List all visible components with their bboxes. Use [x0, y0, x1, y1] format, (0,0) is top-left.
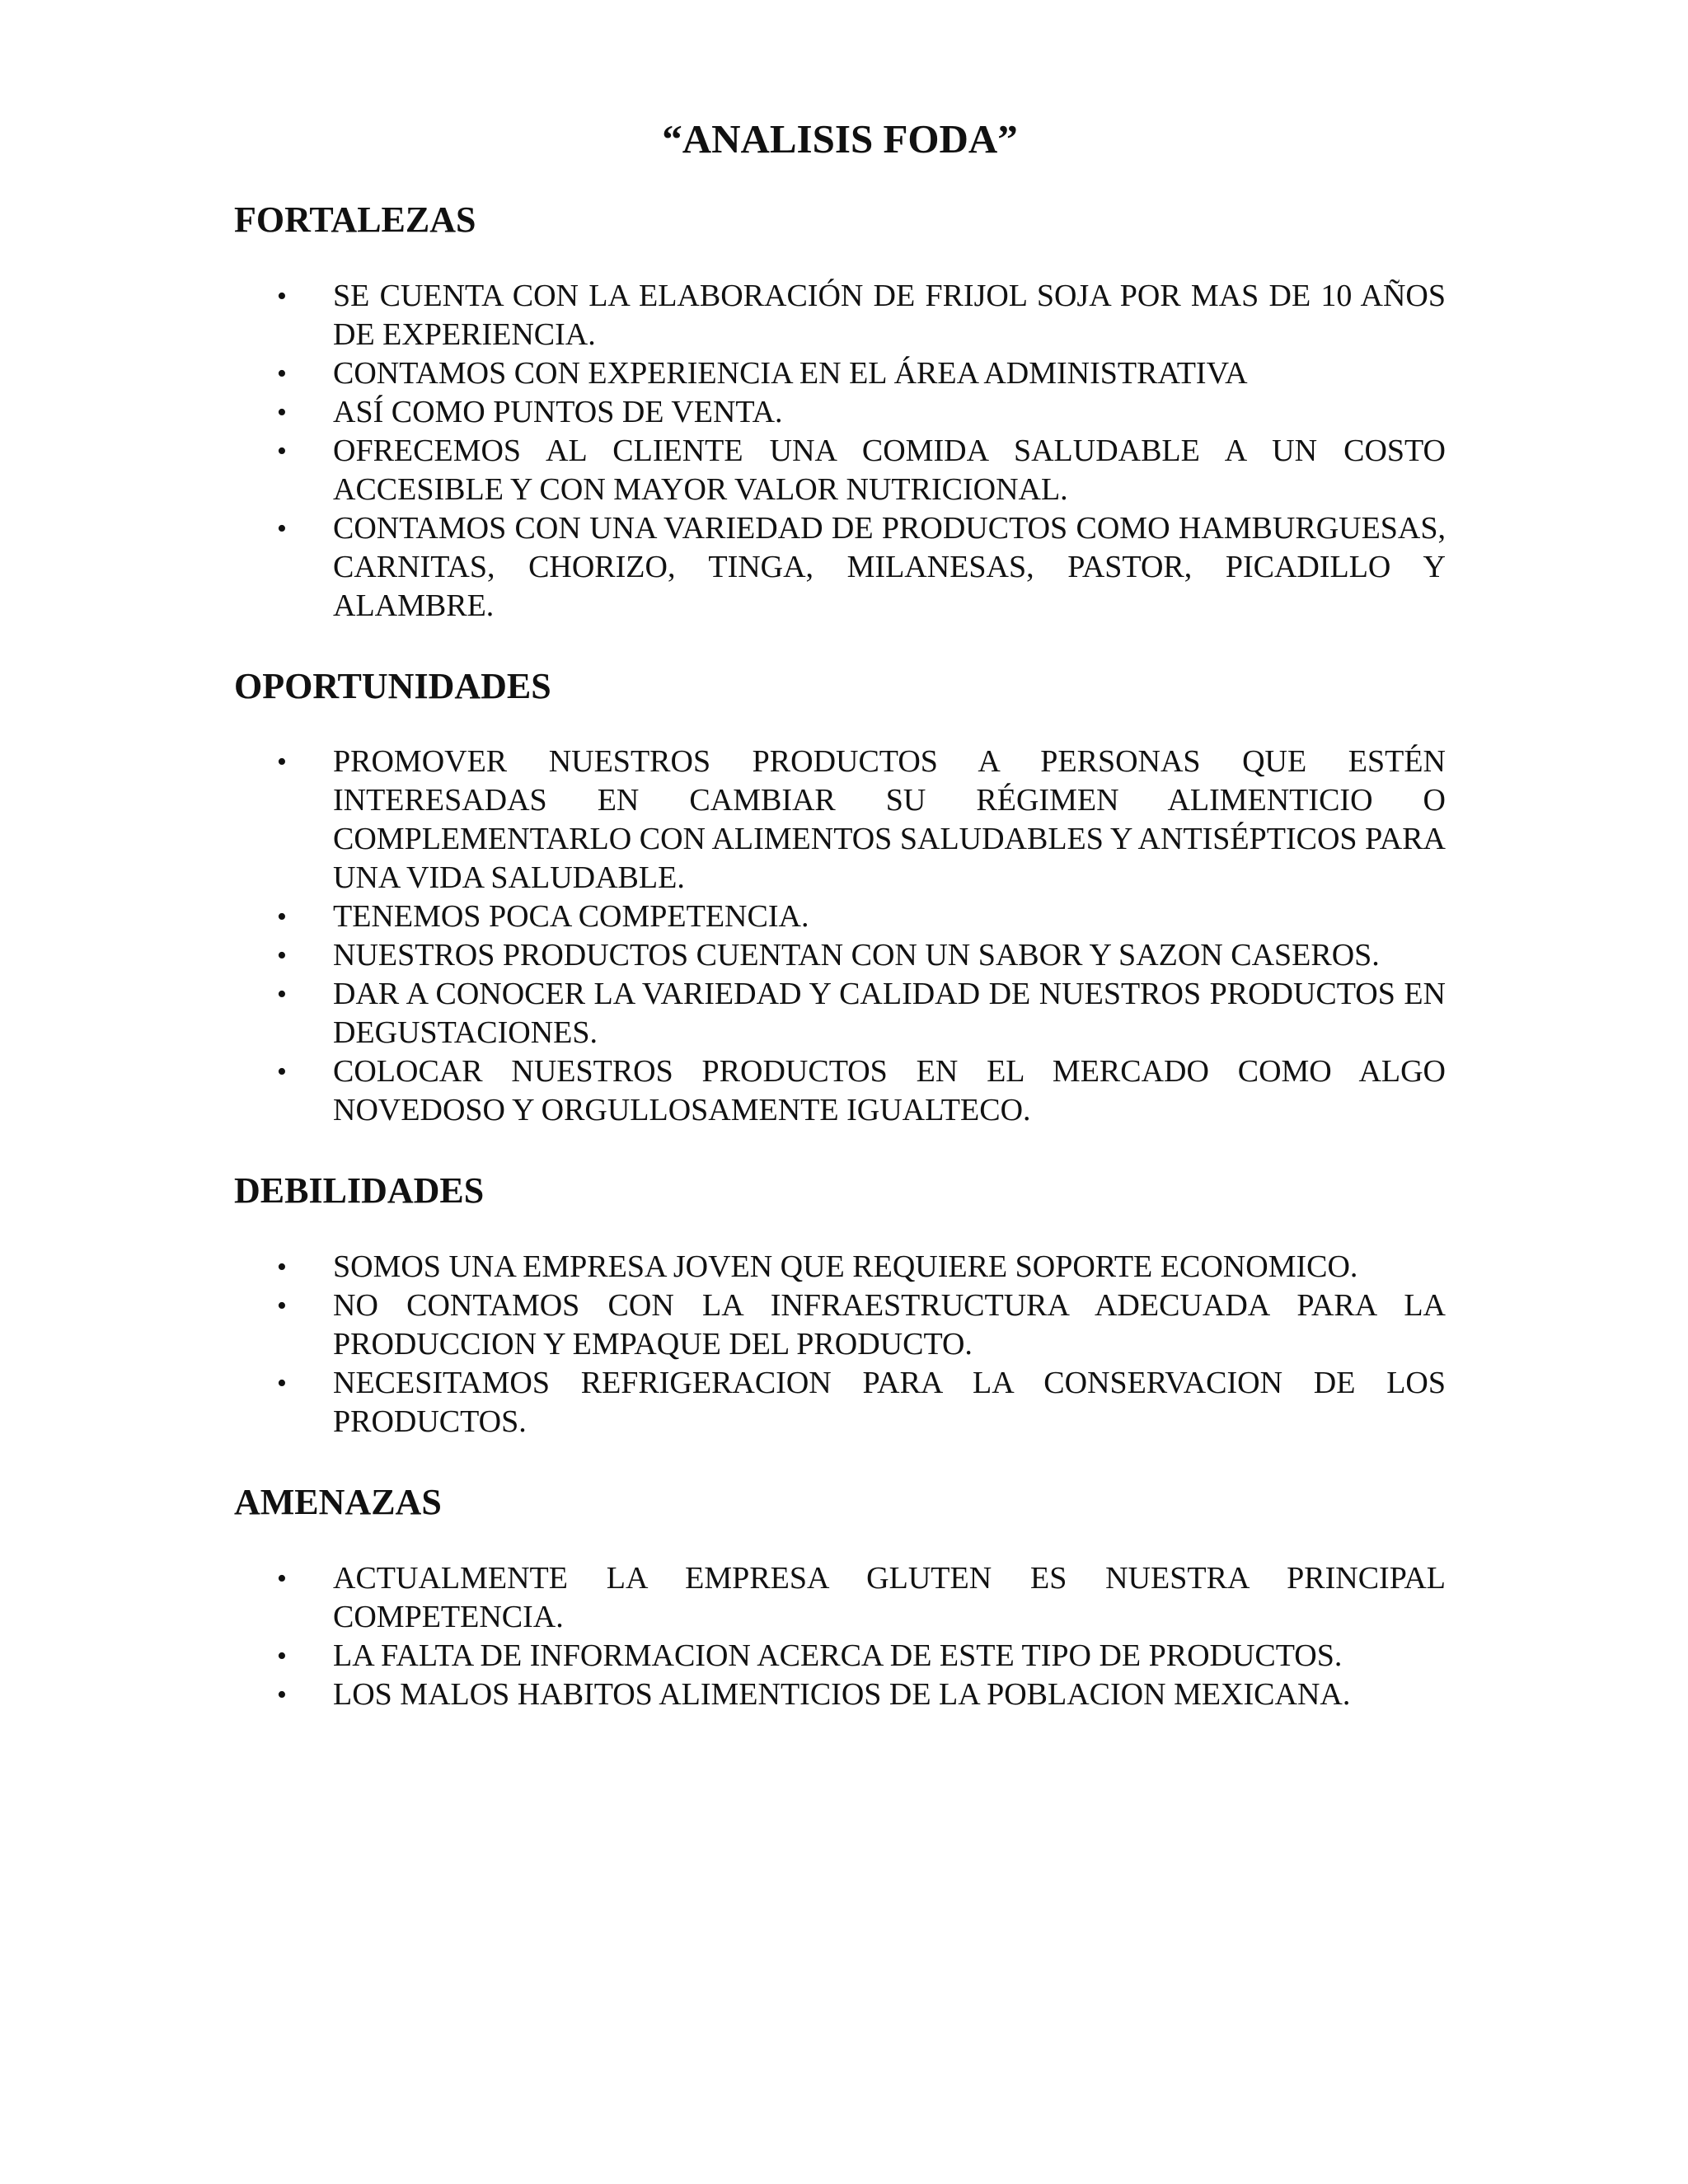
list-item-text: PROMOVER NUESTROS PRODUCTOS A PERSONAS QUE ESTÉN INTERESADAS EN CAMBIAR SU RÉGIMEN ALIMENTICIO O COMPLEMENTARLO CON ALIMENTOS SALUDABLES Y ANTISÉPTICOS PARA UNA VIDA SALUDABLE.	[333, 744, 1446, 896]
list-item	[277, 898, 1446, 936]
list-item	[277, 1364, 1446, 1441]
bullet-icon: •	[277, 280, 287, 312]
bullet-icon: •	[277, 1368, 287, 1399]
section-fortalezas	[234, 199, 1446, 626]
list-item-text: NECESITAMOS REFRIGERACION PARA LA CONSERVACION DE LOS PRODUCTOS.	[333, 1366, 1446, 1440]
list-item-text: SOMOS UNA EMPRESA JOVEN QUE REQUIERE SOPORTE ECONOMICO.	[333, 1249, 1358, 1285]
list-oportunidades	[234, 743, 1446, 1130]
list-item	[277, 936, 1446, 975]
list-item-text: LOS MALOS HABITOS ALIMENTICIOS DE LA POBLACION MEXICANA.	[333, 1676, 1351, 1712]
list-item-text: ASÍ COMO PUNTOS DE VENTA.	[333, 394, 783, 429]
document-page	[234, 115, 1446, 1754]
list-item	[277, 277, 1446, 354]
list-item-text: CONTAMOS CON UNA VARIEDAD DE PRODUCTOS COMO HAMBURGUESAS, CARNITAS, CHORIZO, TINGA, MILANESAS, PASTOR, PICADILLO Y ALAMBRE.	[333, 510, 1446, 623]
bullet-icon: •	[277, 1252, 287, 1283]
section-amenazas	[234, 1481, 1446, 1714]
list-item	[277, 975, 1446, 1052]
section-debilidades	[234, 1169, 1446, 1441]
list-item	[277, 1286, 1446, 1364]
bullet-icon: •	[277, 435, 287, 466]
bullet-icon: •	[277, 1291, 287, 1322]
list-item	[277, 1675, 1446, 1714]
list-item-text: DAR A CONOCER LA VARIEDAD Y CALIDAD DE NUESTROS PRODUCTOS EN DEGUSTACIONES.	[333, 977, 1446, 1051]
bullet-icon: •	[277, 358, 287, 389]
document-title: “ANALISIS FODA”	[662, 116, 1018, 162]
list-item-text: NUESTROS PRODUCTOS CUENTAN CON UN SABOR Y SAZON CASEROS.	[333, 938, 1380, 973]
list-amenazas	[234, 1559, 1446, 1714]
list-item	[277, 743, 1446, 898]
list-item	[277, 1637, 1446, 1675]
bullet-icon: •	[277, 1640, 287, 1671]
section-heading-amenazas: AMENAZAS	[234, 1482, 442, 1523]
list-item	[277, 509, 1446, 626]
bullet-icon: •	[277, 940, 287, 972]
list-item-text: TENEMOS POCA COMPETENCIA.	[333, 899, 809, 935]
list-item-text: SE CUENTA CON LA ELABORACIÓN DE FRIJOL SOJA POR MAS DE 10 AÑOS DE EXPERIENCIA.	[333, 278, 1446, 352]
bullet-icon: •	[277, 1057, 287, 1088]
list-item	[277, 1248, 1446, 1286]
bullet-icon: •	[277, 513, 287, 544]
bullet-icon: •	[277, 979, 287, 1010]
list-item	[277, 1559, 1446, 1637]
list-item	[277, 432, 1446, 509]
section-heading-debilidades: DEBILIDADES	[234, 1170, 485, 1212]
bullet-icon: •	[277, 747, 287, 778]
list-item	[277, 393, 1446, 432]
list-item-text: OFRECEMOS AL CLIENTE UNA COMIDA SALUDABLE A UN COSTO ACCESIBLE Y CON MAYOR VALOR NUTRICIONAL.	[333, 433, 1446, 507]
list-item-text: NO CONTAMOS CON LA INFRAESTRUCTURA ADECUADA PARA LA PRODUCCION Y EMPAQUE DEL PRODUCTO.	[333, 1288, 1446, 1362]
list-item-text: ACTUALMENTE LA EMPRESA GLUTEN ES NUESTRA PRINCIPAL COMPETENCIA.	[333, 1560, 1446, 1634]
list-item-text: LA FALTA DE INFORMACION ACERCA DE ESTE TIPO DE PRODUCTOS.	[333, 1638, 1343, 1673]
list-fortalezas	[234, 277, 1446, 626]
list-debilidades	[234, 1248, 1446, 1441]
list-item	[277, 1052, 1446, 1130]
section-heading-oportunidades: OPORTUNIDADES	[234, 665, 551, 706]
list-item	[277, 354, 1446, 393]
list-item-text: CONTAMOS CON EXPERIENCIA EN EL ÁREA ADMINISTRATIVA	[333, 355, 1248, 391]
bullet-icon: •	[277, 396, 287, 428]
section-heading-fortalezas: FORTALEZAS	[234, 199, 476, 240]
bullet-icon: •	[277, 1563, 287, 1594]
section-oportunidades	[234, 665, 1446, 1131]
bullet-icon: •	[277, 902, 287, 933]
bullet-icon: •	[277, 1679, 287, 1710]
list-item-text: COLOCAR NUESTROS PRODUCTOS EN EL MERCADO COMO ALGO NOVEDOSO Y ORGULLOSAMENTE IGUALTECO.	[333, 1054, 1446, 1128]
